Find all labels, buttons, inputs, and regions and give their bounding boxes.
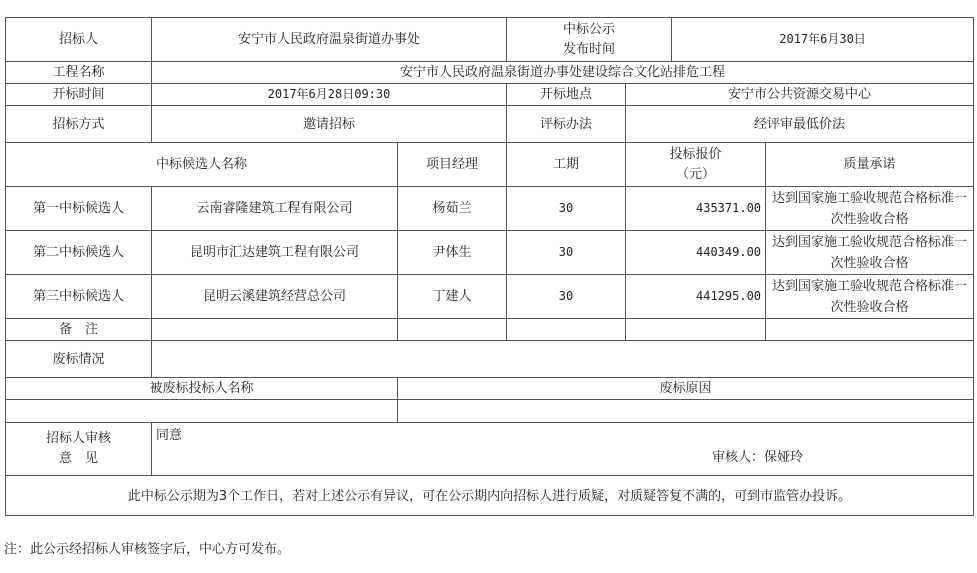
candidate-manager: 尹体生 <box>398 231 507 275</box>
candidate-price: 440349.00 <box>626 231 766 275</box>
candidate-period: 30 <box>507 275 626 319</box>
notice-text: 此中标公示期为3个工作日，若对上述公示有异议，可在公示期内向招标人进行质疑，对质疑答复不满的，可到市监管办投诉。 <box>6 476 974 516</box>
eval-method-value: 经评审最低价法 <box>626 106 974 143</box>
candidate-quality: 达到国家施工验收规范合格标准一次性验收合格 <box>766 275 974 319</box>
candidate-header-row <box>6 143 974 187</box>
manager-header: 项目经理 <box>398 143 507 187</box>
candidate-quality: 达到国家施工验收规范合格标准一次性验收合格 <box>766 187 974 231</box>
candidate-manager: 杨茹兰 <box>398 187 507 231</box>
void-row <box>6 341 974 378</box>
publish-time-label-line1: 中标公示 <box>563 21 616 37</box>
review-row <box>6 423 974 476</box>
method-row <box>6 106 974 143</box>
notice-row <box>6 476 974 516</box>
void-bidder-cell <box>6 400 398 423</box>
project-name-row <box>6 62 974 84</box>
candidate-name: 昆明市汇达建筑工程有限公司 <box>152 231 398 275</box>
opening-place-label: 开标地点 <box>507 84 626 106</box>
review-cell <box>152 423 974 476</box>
candidate-row-3 <box>6 275 974 319</box>
price-header-line1: 投标报价 <box>669 146 722 162</box>
publish-time-value: 2017年6月30日 <box>672 18 974 62</box>
tender-method-label: 招标方式 <box>6 106 152 143</box>
candidate-name: 云南睿隆建筑工程有限公司 <box>152 187 398 231</box>
remarks-row <box>6 319 974 341</box>
candidate-period: 30 <box>507 187 626 231</box>
review-label-line1: 招标人审核 <box>45 431 111 446</box>
void-reason-cell <box>398 400 974 423</box>
remarks-cell <box>152 319 398 341</box>
void-header-row <box>6 378 974 400</box>
price-header <box>626 143 766 187</box>
review-opinion: 同意 <box>156 428 183 443</box>
project-name-label: 工程名称 <box>6 62 152 84</box>
void-bidder-header: 被废标投标人名称 <box>6 378 398 400</box>
project-name-value: 安宁市人民政府温泉街道办事处建设综合文化站排危工程 <box>152 62 974 84</box>
tenderer-label: 招标人 <box>6 18 152 62</box>
candidate-rank: 第二中标候选人 <box>6 231 152 275</box>
tender-method-value: 邀请招标 <box>152 106 507 143</box>
candidate-row-1 <box>6 187 974 231</box>
candidate-period: 30 <box>507 231 626 275</box>
void-value <box>152 341 974 378</box>
review-label <box>6 423 152 476</box>
tenderer-value: 安宁市人民政府温泉街道办事处 <box>152 18 507 62</box>
opening-row <box>6 84 974 106</box>
remarks-label: 备 注 <box>6 319 152 341</box>
remarks-cell <box>766 319 974 341</box>
candidate-manager: 丁建人 <box>398 275 507 319</box>
opening-place-value: 安宁市公共资源交易中心 <box>626 84 974 106</box>
void-label: 废标情况 <box>6 341 152 378</box>
eval-method-label: 评标办法 <box>507 106 626 143</box>
quality-header: 质量承诺 <box>766 143 974 187</box>
reviewer-label: 审核人： <box>712 450 765 465</box>
remarks-cell <box>507 319 626 341</box>
candidate-rank: 第一中标候选人 <box>6 187 152 231</box>
reviewer-signature <box>712 447 803 468</box>
candidate-rank: 第三中标候选人 <box>6 275 152 319</box>
void-reason-header: 废标原因 <box>398 378 974 400</box>
void-data-row <box>6 400 974 423</box>
publish-time-label-line2: 发布时间 <box>563 41 616 57</box>
candidate-price: 435371.00 <box>626 187 766 231</box>
opening-time-label: 开标时间 <box>6 84 152 106</box>
remarks-cell <box>626 319 766 341</box>
candidate-quality: 达到国家施工验收规范合格标准一次性验收合格 <box>766 231 974 275</box>
tenderer-row <box>6 18 974 62</box>
reviewer-name: 保娅玲 <box>764 450 804 465</box>
review-label-line2: 意 见 <box>58 451 98 466</box>
candidate-row-2 <box>6 231 974 275</box>
footnote: 注：此公示经招标人审核签字后，中心方可发布。 <box>4 542 291 557</box>
opening-time-value: 2017年6月28日09:30 <box>152 84 507 106</box>
publish-time-label <box>507 18 672 62</box>
candidate-name: 昆明云溪建筑经营总公司 <box>152 275 398 319</box>
bid-result-table <box>5 17 974 516</box>
remarks-cell <box>398 319 507 341</box>
period-header: 工期 <box>507 143 626 187</box>
candidate-price: 441295.00 <box>626 275 766 319</box>
price-header-line2: （元） <box>676 166 716 182</box>
candidate-name-header: 中标候选人名称 <box>6 143 398 187</box>
